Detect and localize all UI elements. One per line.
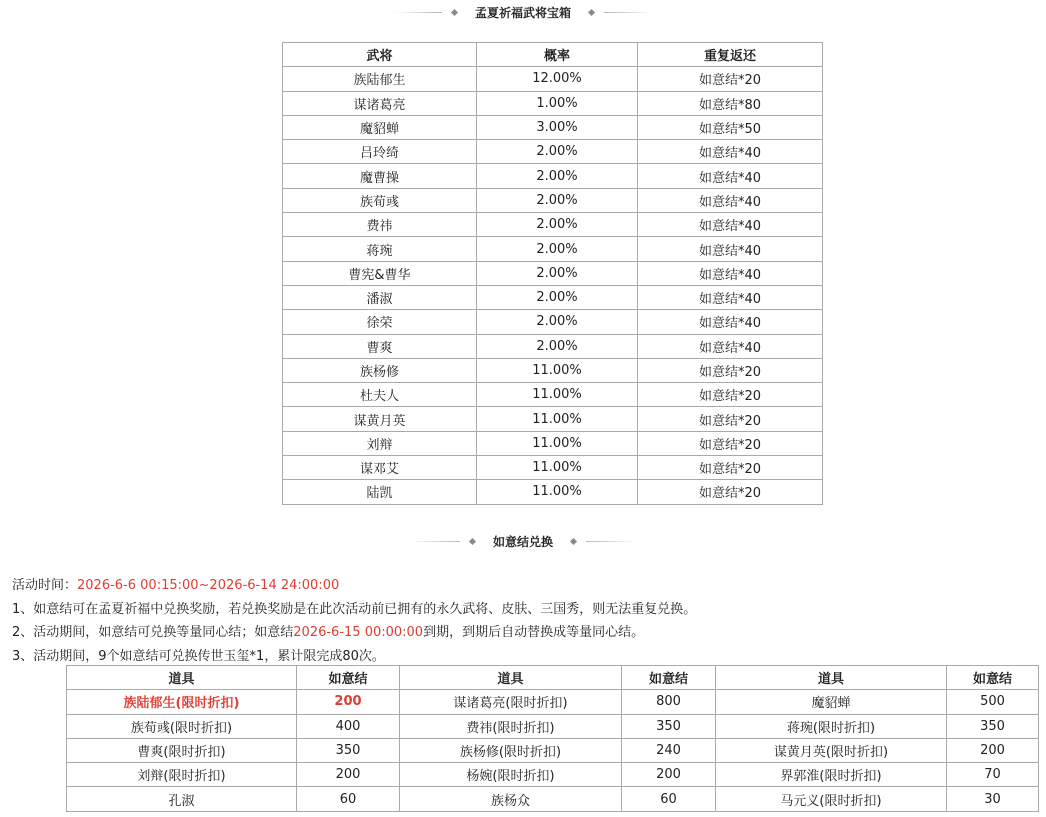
table-cell: 谋诸葛亮(限时折扣)	[400, 690, 622, 714]
table-cell: 族陆郁生	[283, 67, 477, 91]
rules-block	[12, 574, 1032, 668]
table-cell: 谋邓艾	[283, 456, 477, 480]
table-cell: 潘淑	[283, 285, 477, 309]
table-cell: 800	[622, 690, 716, 714]
table-cell: 如意结*20	[638, 480, 823, 504]
table-cell: 如意结*20	[638, 431, 823, 455]
diamond-icon	[469, 537, 476, 544]
table-cell: 如意结*50	[638, 115, 823, 139]
column-header: 道具	[67, 666, 297, 690]
table-cell: 曹爽(限时折扣)	[67, 738, 297, 762]
table-cell: 蒋琬	[283, 237, 477, 261]
column-header: 如意结	[947, 666, 1039, 690]
table-cell: 族杨众	[400, 787, 622, 811]
table-row	[283, 310, 823, 334]
table-cell: 曹宪&曹华	[283, 261, 477, 285]
table-row	[283, 285, 823, 309]
table-cell: 杨婉(限时折扣)	[400, 763, 622, 787]
table-cell: 70	[947, 763, 1039, 787]
section-title-exchange	[0, 529, 1046, 553]
table-cell: 11.00%	[477, 431, 638, 455]
title-line-right	[604, 12, 654, 13]
table-cell: 杜夫人	[283, 383, 477, 407]
column-header: 如意结	[622, 666, 716, 690]
table-row	[283, 456, 823, 480]
table-row	[283, 407, 823, 431]
table-header-row	[67, 666, 1039, 690]
table-cell: 2.00%	[477, 140, 638, 164]
table-row	[283, 480, 823, 504]
table-cell: 200	[622, 763, 716, 787]
rule-line-1: 1、如意结可在孟夏祈福中兑换奖励，若兑换奖励是在此次活动前已拥有的永久武将、皮肤、三国秀，则无法重复兑换。	[12, 601, 697, 617]
table-cell: 族荀彧	[283, 188, 477, 212]
table-cell: 400	[297, 714, 400, 738]
table-cell: 200	[947, 738, 1039, 762]
table-cell: 如意结*40	[638, 188, 823, 212]
table-cell: 2.00%	[477, 310, 638, 334]
table-cell: 350	[297, 738, 400, 762]
rule-line-2	[12, 621, 1032, 645]
table-cell: 11.00%	[477, 407, 638, 431]
table-cell: 11.00%	[477, 383, 638, 407]
title-line-left	[392, 12, 442, 13]
table-cell: 费祎(限时折扣)	[400, 714, 622, 738]
table-row	[283, 164, 823, 188]
table-cell: 族杨修	[283, 358, 477, 382]
table-cell: 2.00%	[477, 213, 638, 237]
table-cell: 刘辩	[283, 431, 477, 455]
table-cell: 60	[622, 787, 716, 811]
column-header: 道具	[400, 666, 622, 690]
table-cell: 2.00%	[477, 188, 638, 212]
table-cell: 如意结*40	[638, 140, 823, 164]
table-cell: 费祎	[283, 213, 477, 237]
table-cell: 族陆郁生(限时折扣)	[67, 690, 297, 714]
table-cell: 200	[297, 763, 400, 787]
section-title-gift-box	[0, 0, 1046, 24]
exchange-table	[66, 665, 1039, 812]
table-row	[283, 431, 823, 455]
table-cell: 如意结*40	[638, 213, 823, 237]
table-cell: 350	[947, 714, 1039, 738]
table-cell: 500	[947, 690, 1039, 714]
table-cell: 1.00%	[477, 91, 638, 115]
table-cell: 马元义(限时折扣)	[716, 787, 947, 811]
table-cell: 如意结*20	[638, 67, 823, 91]
table-cell: 2.00%	[477, 285, 638, 309]
activity-time	[12, 574, 1032, 598]
table-row	[67, 738, 1039, 762]
table-cell: 如意结*20	[638, 383, 823, 407]
column-header: 概率	[477, 43, 638, 67]
column-header: 如意结	[297, 666, 400, 690]
table-cell: 孔淑	[67, 787, 297, 811]
table-cell: 如意结*40	[638, 237, 823, 261]
diamond-icon	[570, 537, 577, 544]
table-cell: 3.00%	[477, 115, 638, 139]
table-cell: 60	[297, 787, 400, 811]
table-cell: 2.00%	[477, 164, 638, 188]
table-cell: 11.00%	[477, 480, 638, 504]
table-cell: 陆凯	[283, 480, 477, 504]
table-cell: 魔曹操	[283, 164, 477, 188]
table-cell: 11.00%	[477, 456, 638, 480]
table-cell: 如意结*40	[638, 261, 823, 285]
title-line-left	[410, 541, 460, 542]
table-row	[283, 383, 823, 407]
table-row	[67, 690, 1039, 714]
diamond-icon	[588, 8, 595, 15]
table-row	[283, 358, 823, 382]
table-cell: 谋黄月英	[283, 407, 477, 431]
table-cell: 240	[622, 738, 716, 762]
table-row	[283, 237, 823, 261]
table-cell: 魔貂蝉	[716, 690, 947, 714]
table-cell: 徐荣	[283, 310, 477, 334]
expire-date: 2026-6-15 00:00:00	[293, 625, 424, 640]
table-cell: 如意结*80	[638, 91, 823, 115]
diamond-icon	[451, 8, 458, 15]
table-cell: 200	[297, 690, 400, 714]
table-cell: 刘辩(限时折扣)	[67, 763, 297, 787]
rule-line-2-b: 到期，到期后自动替换成等量同心结。	[423, 625, 645, 640]
table-row	[283, 334, 823, 358]
table-cell: 350	[622, 714, 716, 738]
table-cell: 30	[947, 787, 1039, 811]
table-cell: 12.00%	[477, 67, 638, 91]
table-cell: 谋诸葛亮	[283, 91, 477, 115]
column-header: 武将	[283, 43, 477, 67]
table-cell: 族杨修(限时折扣)	[400, 738, 622, 762]
table-cell: 魔貂蝉	[283, 115, 477, 139]
table-row	[67, 714, 1039, 738]
table-cell: 2.00%	[477, 261, 638, 285]
table-row	[283, 188, 823, 212]
table-cell: 谋黄月英(限时折扣)	[716, 738, 947, 762]
time-label: 活动时间：	[12, 578, 78, 593]
rule-line-2-a: 2、活动期间，如意结可兑换等量同心结；如意结	[12, 625, 294, 640]
table-cell: 如意结*40	[638, 164, 823, 188]
table-row	[283, 67, 823, 91]
table-row	[283, 115, 823, 139]
rule-line-3: 3、活动期间，9个如意结可兑换传世玉玺*1，累计限完成80次。	[12, 648, 385, 664]
table-cell: 11.00%	[477, 358, 638, 382]
table-cell: 界郭淮(限时折扣)	[716, 763, 947, 787]
table-cell: 族荀彧(限时折扣)	[67, 714, 297, 738]
title-line-right	[586, 541, 636, 542]
time-value: 2026-6-6 00:15:00~2026-6-14 24:00:00	[77, 578, 340, 593]
table-cell: 蒋琬(限时折扣)	[716, 714, 947, 738]
column-header: 重复返还	[638, 43, 823, 67]
table-row	[67, 787, 1039, 811]
table-cell: 2.00%	[477, 334, 638, 358]
table-cell: 吕玲绮	[283, 140, 477, 164]
table-cell: 如意结*40	[638, 285, 823, 309]
section-title-text: 孟夏祈福武将宝箱	[474, 5, 571, 20]
table-row	[283, 213, 823, 237]
table-cell: 如意结*40	[638, 310, 823, 334]
table-row	[283, 261, 823, 285]
table-header-row	[283, 43, 823, 67]
table-cell: 曹爽	[283, 334, 477, 358]
table-cell: 如意结*20	[638, 456, 823, 480]
table-cell: 如意结*40	[638, 334, 823, 358]
table-cell: 如意结*20	[638, 407, 823, 431]
section-title-text: 如意结兑换	[492, 534, 553, 549]
table-cell: 2.00%	[477, 237, 638, 261]
table-cell: 如意结*20	[638, 358, 823, 382]
gift-box-table	[282, 42, 823, 505]
table-row	[283, 91, 823, 115]
column-header: 道具	[716, 666, 947, 690]
table-row	[67, 763, 1039, 787]
table-row	[283, 140, 823, 164]
